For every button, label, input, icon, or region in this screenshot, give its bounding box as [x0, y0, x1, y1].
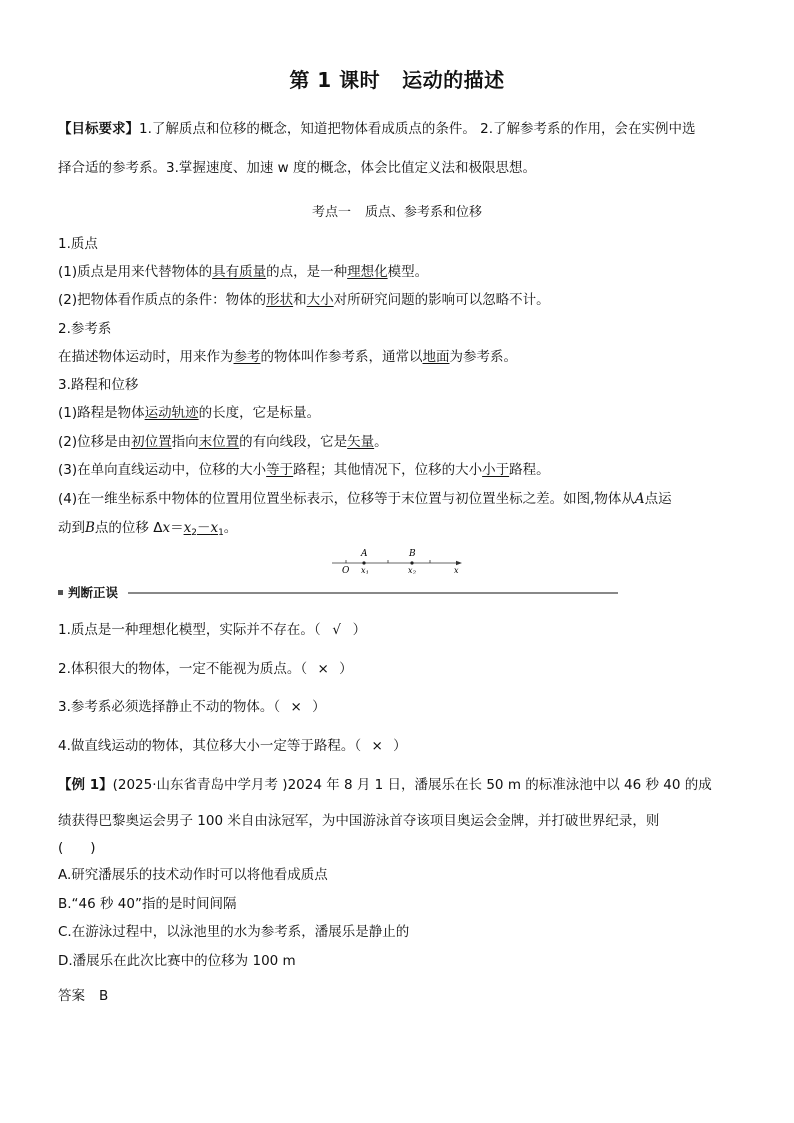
diagram-label-a: A — [361, 549, 368, 559]
heading-particle: 1.质点 — [58, 236, 98, 252]
text: 的长度，它是标量。 — [198, 405, 321, 421]
displacement-line-5 — [58, 518, 237, 543]
text: 点的位移 Δ — [94, 520, 163, 536]
diagram-label-x1: x1 — [361, 566, 370, 574]
text: 的物体叫作参考系，通常以 — [260, 349, 423, 365]
displacement-line-3 — [58, 460, 550, 480]
variable-x: x — [162, 520, 171, 536]
paren: ） — [352, 622, 367, 638]
paren: （ — [313, 622, 321, 638]
text: 对所研究问题的影响可以忽略不计。 — [333, 292, 550, 308]
paren: （ — [354, 738, 362, 754]
text: 动到 — [58, 520, 85, 536]
lesson-number: 第 1 课时 — [289, 68, 381, 92]
judge-item-2 — [58, 659, 353, 679]
variable-x1: x — [210, 520, 219, 536]
particle-line-1 — [58, 262, 428, 282]
cross-mark-icon: × — [371, 738, 383, 754]
section-title — [0, 201, 794, 220]
text: 模型。 — [387, 264, 429, 280]
diagram-label-x2: x2 — [408, 566, 417, 574]
paren: ） — [312, 699, 326, 715]
text: 的有向线段，它是 — [239, 434, 348, 450]
lesson-topic: 运动的描述 — [402, 68, 505, 92]
text: (4)在一维坐标系中物体的位置用位置坐标表示，位移等于末位置与初位置坐标之差。如图,物体从 — [58, 491, 635, 507]
answer-underline: 小于 — [482, 462, 510, 478]
variable-x2: x — [183, 520, 192, 536]
text: 路程。 — [509, 462, 550, 478]
section-label: 考点一 — [311, 205, 351, 220]
subscript: 1 — [218, 528, 224, 538]
answer-underline: 理想化 — [347, 264, 388, 280]
check-mark-icon: √ — [332, 622, 341, 638]
text: (3)在单向直线运动中，位移的大小 — [58, 462, 267, 478]
text: 和 — [293, 292, 307, 308]
text: (2)把物体看作质点的条件：物体的 — [58, 292, 267, 308]
text: 为参考系。 — [449, 349, 517, 365]
axis-arrow-icon — [456, 561, 462, 565]
equals-sign: ＝ — [170, 520, 184, 536]
answer-underline: 参考 — [233, 349, 261, 365]
coordinate-axis-diagram — [330, 546, 465, 574]
option-d: D.潘展乐在此次比赛中的位移为 100 m — [58, 953, 296, 969]
answer-underline: 大小 — [306, 292, 334, 308]
point-a-label: A — [634, 491, 645, 507]
goals-bracket: 【目标要求】 — [58, 121, 139, 137]
displacement-line-4 — [58, 489, 672, 509]
heading-distance-displacement: 3.路程和位移 — [58, 377, 139, 393]
judge-item-1 — [58, 620, 366, 640]
judge-section-header — [58, 585, 618, 601]
goals-line-1 — [58, 119, 696, 139]
example-line-1 — [58, 775, 712, 795]
text: (2)位移是由 — [58, 434, 132, 450]
text: 在描述物体运动时，用来作为 — [58, 349, 234, 365]
diagram-label-b: B — [409, 549, 416, 559]
text: 路程；其他情况下，位移的大小 — [293, 462, 483, 478]
paren: ） — [393, 738, 407, 754]
text: 。 — [223, 520, 238, 536]
judge-text: 4.做直线运动的物体，其位移大小一定等于路程。 — [58, 738, 355, 754]
cross-mark-icon: × — [317, 661, 329, 677]
text: 点运 — [644, 491, 672, 507]
answer-underline: 初位置 — [131, 434, 172, 450]
displacement-line-2 — [58, 432, 388, 452]
paren: （ — [273, 699, 281, 715]
subscript: 2 — [191, 528, 197, 538]
answer-underline: 形状 — [266, 292, 294, 308]
particle-line-2 — [58, 290, 550, 310]
goals-line-2: 择合适的参考系。3.掌握速度、加速 w 度的概念，体会比值定义法和极限思想。 — [58, 160, 537, 176]
paren: （ — [300, 661, 308, 677]
answer-underline: 矢量 — [347, 434, 375, 450]
cross-mark-icon: × — [290, 699, 302, 715]
judge-item-4 — [58, 736, 407, 756]
answer-underline: 运动轨迹 — [144, 405, 199, 421]
answer-line — [58, 986, 108, 1006]
answer-value: B — [99, 988, 109, 1004]
judge-text: 1.质点是一种理想化模型，实际并不存在。 — [58, 622, 314, 638]
answer-underline — [184, 520, 224, 536]
example-line-2: 绩获得巴黎奥运会男子 100 米自由泳冠军，为中国游泳首夺该项目奥运会金牌，并打破世界纪录，则 — [58, 813, 660, 829]
text: 指向 — [171, 434, 199, 450]
judge-heading: 判断正误 — [68, 585, 119, 600]
section-topic: 质点、参考系和位移 — [365, 205, 483, 220]
judge-text: 3.参考系必须选择静止不动的物体。 — [58, 699, 274, 715]
goals-text-1: 1.了解质点和位移的概念，知道把物体看成质点的条件。 2.了解参考系的作用，会在实例中选 — [139, 121, 696, 137]
diagram-label-axis: x — [454, 566, 459, 574]
answer-underline: 等于 — [266, 462, 294, 478]
example-label: 【例 1】 — [58, 777, 113, 793]
judge-item-3 — [58, 697, 326, 717]
point-b-dot — [410, 561, 413, 564]
point-a-dot — [362, 561, 365, 564]
answer-underline: 具有质量 — [212, 264, 267, 280]
text: 的点，是一种 — [266, 264, 348, 280]
diagram-label-origin: O — [342, 566, 350, 574]
heading-reference-frame: 2.参考系 — [58, 321, 112, 337]
option-c: C.在游泳过程中，以泳池里的水为参考系，潘展乐是静止的 — [58, 924, 410, 940]
reference-line-1 — [58, 347, 517, 367]
point-b-label: B — [85, 520, 95, 536]
answer-underline: 地面 — [422, 349, 450, 365]
answer-underline: 末位置 — [198, 434, 240, 450]
text: (1)质点是用来代替物体的 — [58, 264, 213, 280]
option-b: B.“46 秒 40”指的是时间间隔 — [58, 896, 237, 912]
example-text: (2025·山东省青岛中学月考 )2024 年 8 月 1 日，潘展乐在长 50 m 的标准泳池中以 46 秒 40 的成 — [112, 777, 712, 793]
answer-label: 答案 — [58, 988, 85, 1004]
option-a: A.研究潘展乐的技术动作时可以将他看成质点 — [58, 867, 328, 883]
text: 。 — [374, 434, 388, 450]
judge-text: 2.体积很大的物体，一定不能视为质点。 — [58, 661, 301, 677]
paren: ） — [339, 661, 353, 677]
square-bullet-icon — [58, 590, 63, 595]
minus-sign: － — [196, 520, 211, 536]
displacement-line-1 — [58, 403, 320, 423]
text: (1)路程是物体 — [58, 405, 145, 421]
page-title — [0, 64, 794, 93]
example-blank: ( ) — [58, 840, 96, 856]
header-rule — [128, 592, 618, 594]
